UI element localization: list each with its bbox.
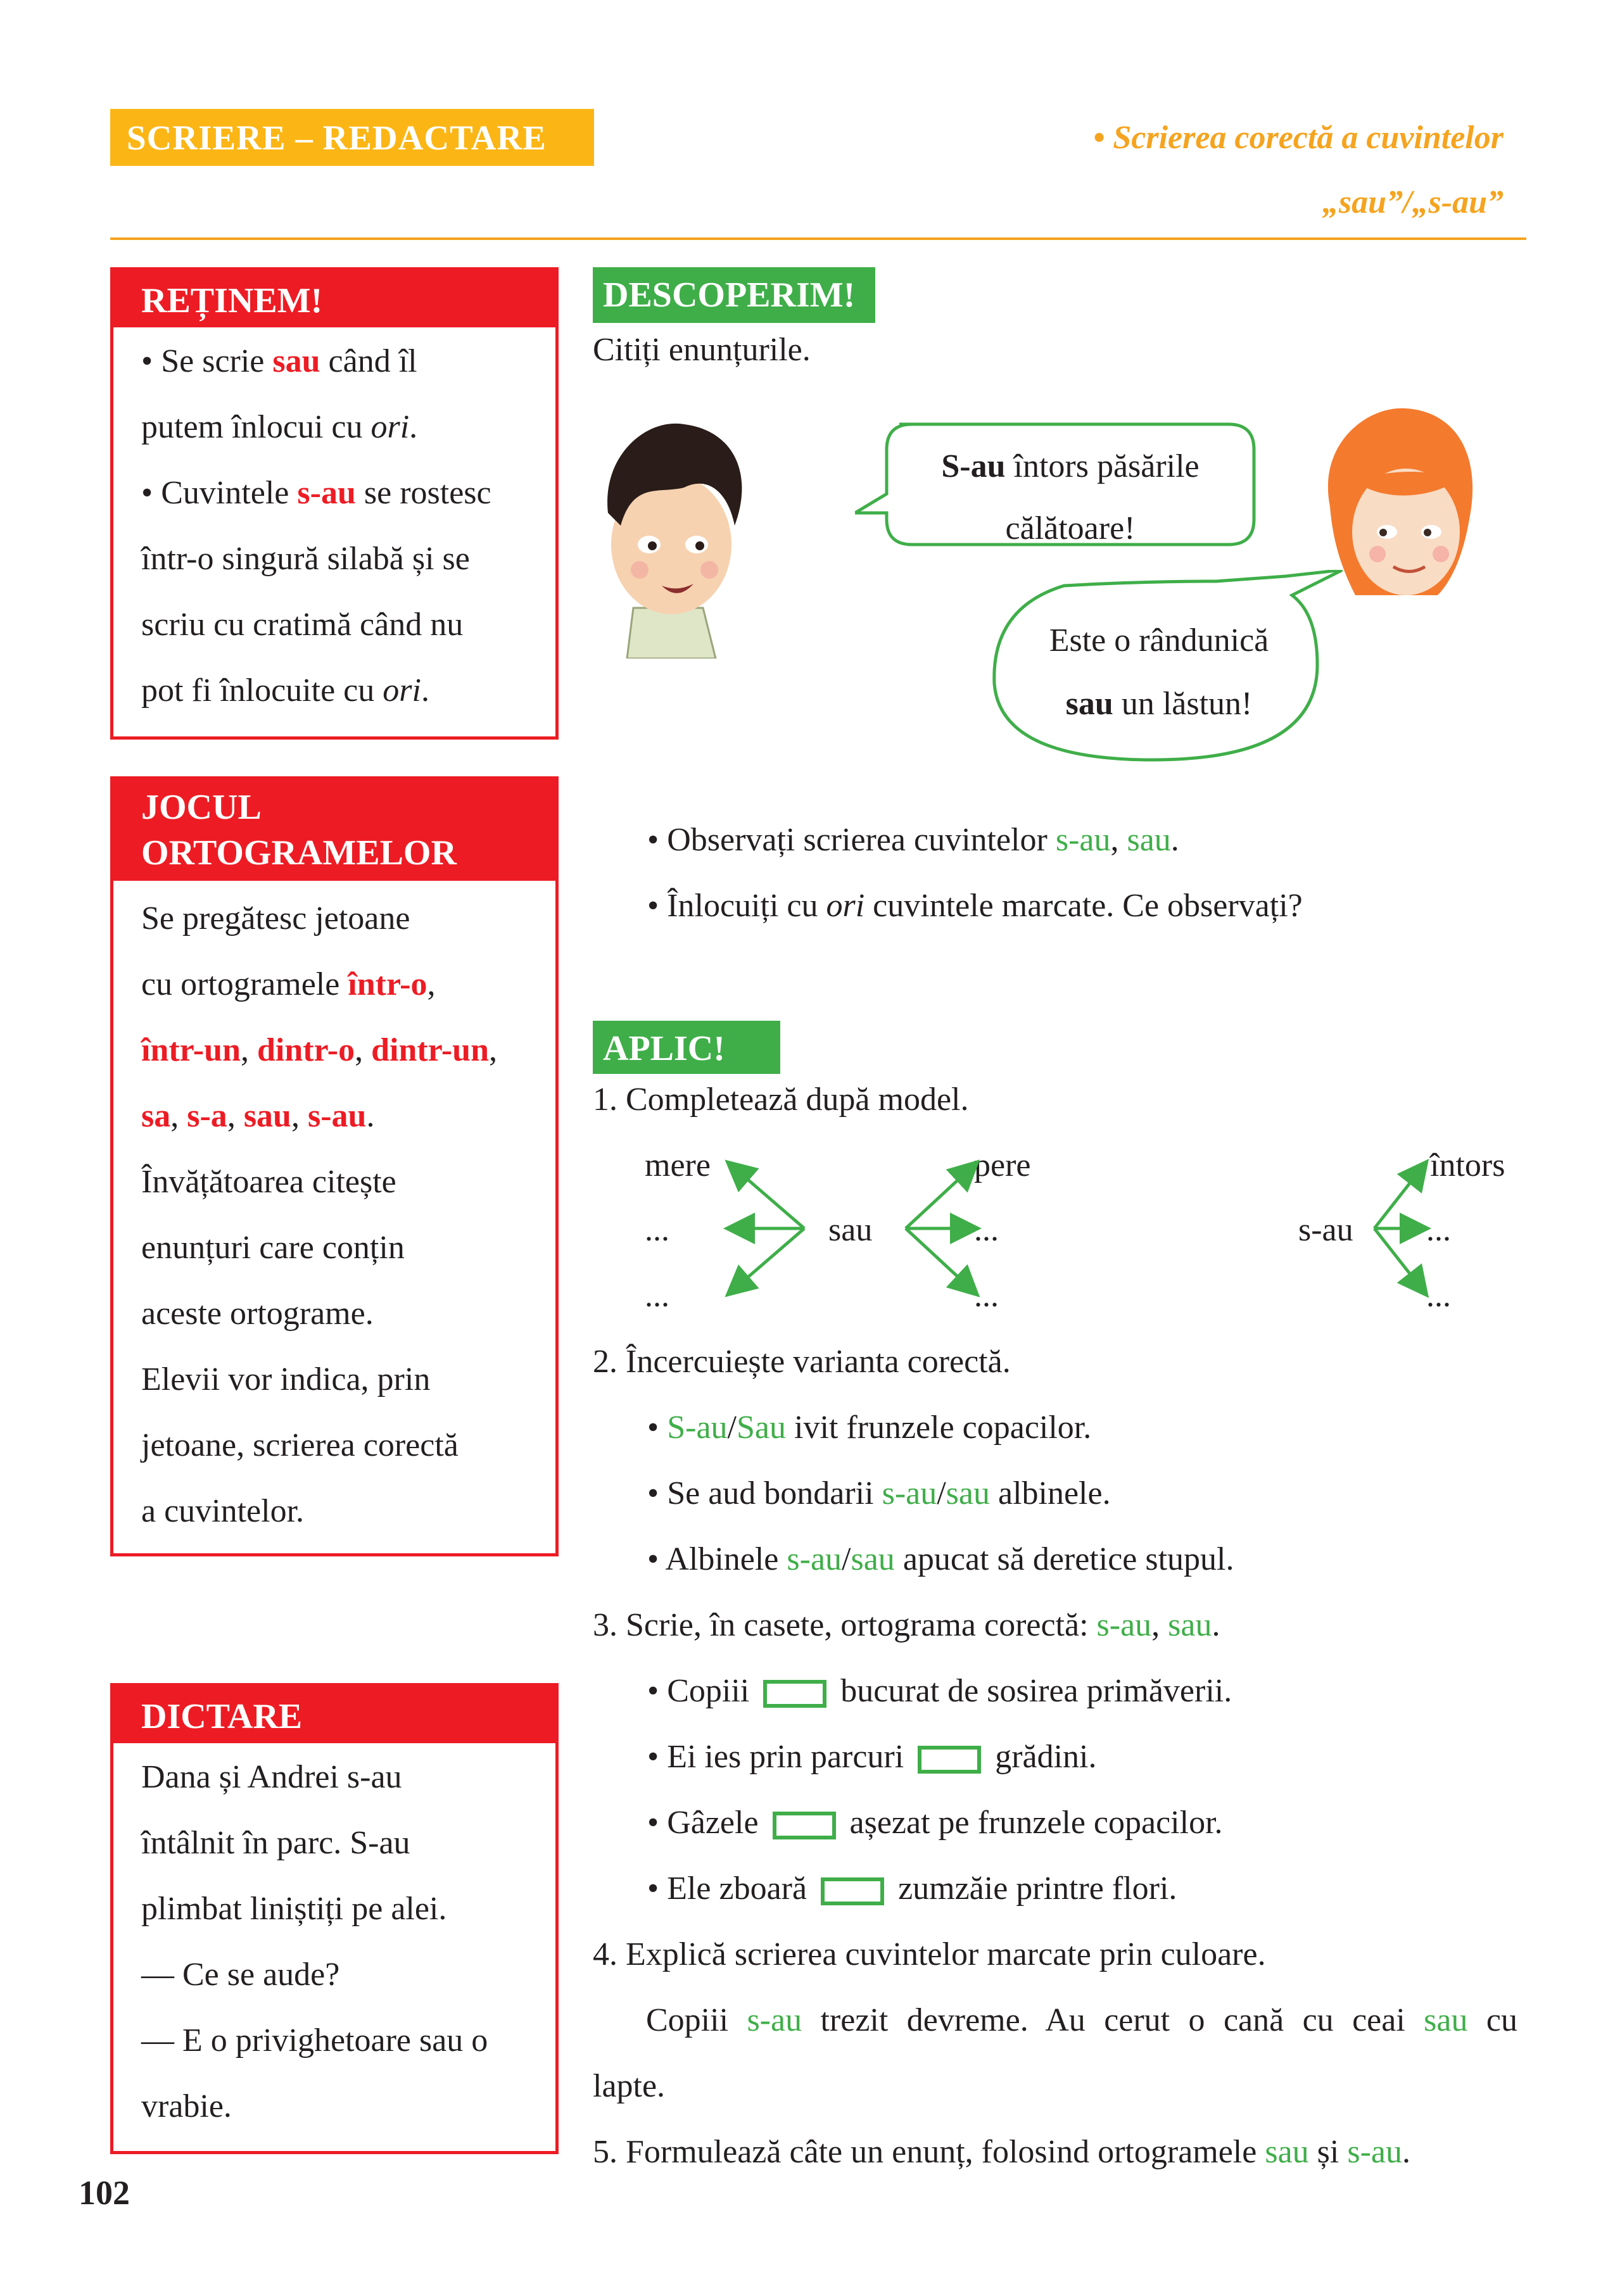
- page-number: 102: [79, 2174, 130, 2212]
- answer-box-4[interactable]: [821, 1877, 884, 1905]
- diagram-arrows: [722, 1152, 1469, 1317]
- exercise-2-item-3: • Albinele s-au/sau apucat să deretice stupul.: [647, 1541, 1234, 1577]
- diagram-mere: mere: [645, 1147, 711, 1183]
- answer-box-2[interactable]: [918, 1746, 981, 1774]
- diagram-dots-3: ...: [974, 1212, 999, 1248]
- diagram-pere: pere: [974, 1147, 1031, 1183]
- speech-bubble-boy-text: S-au întors păsările călătoare!: [941, 448, 1200, 546]
- observation-1: • Observați scrierea cuvintelor s-au, sau.: [647, 822, 1179, 858]
- jocul-title: JOCUL ORTOGRAMELOR: [113, 779, 555, 881]
- exercise-4-text-line-2: lapte.: [593, 2068, 666, 2104]
- retinem-title: REȚINEM!: [113, 270, 555, 327]
- exercise-2-item-2: • Se aud bondarii s-au/sau albinele.: [647, 1475, 1111, 1511]
- exercise-2: 2. Încercuiește varianta corectă.: [593, 1344, 1011, 1380]
- diagram-s-au: s-au: [1298, 1212, 1353, 1248]
- exercise-3-item-3: • Gâzele așezat pe frunzele copacilor.: [647, 1805, 1223, 1841]
- jocul-ortogramelor-box: [110, 776, 559, 1556]
- boy-illustration: [589, 418, 754, 659]
- diagram-dots-4: ...: [974, 1278, 999, 1314]
- retinem-box: [110, 267, 559, 740]
- section-label-tag: [110, 109, 594, 166]
- dictare-box: [110, 1683, 559, 2154]
- topic-title-line-1: • Scrierea corectă a cuvintelor: [1093, 120, 1504, 156]
- dictare-title: DICTARE: [113, 1686, 555, 1743]
- diagram-intors: întors: [1430, 1147, 1505, 1183]
- diagram-dots-1: ...: [645, 1212, 669, 1248]
- exercise-3-item-2: • Ei ies prin parcuri grădini.: [647, 1739, 1097, 1775]
- diagram-dots-6: ...: [1426, 1278, 1451, 1314]
- aplic-tag: APLIC!: [593, 1021, 780, 1074]
- answer-box-1[interactable]: [763, 1680, 826, 1708]
- observation-2: • Înlocuiți cu ori cuvintele marcate. Ce observați?: [647, 888, 1303, 924]
- section-label: SCRIERE – REDACTARE: [127, 118, 547, 157]
- speech-bubble-girl-text: Este o rândunică sau un lăstun!: [1049, 622, 1269, 722]
- descoperim-tag: DESCOPERIM!: [593, 267, 875, 323]
- jocul-body: Se pregătesc jetoane cu ortogramele într-o, într-un, dintr-o, dintr-un, sa, s-a, sau, s-au. Învățătoarea citește enunțuri care conțin aceste ortograme. Elevii vor indica, prin jetoane, scrierea corectă a cuvintelor.: [141, 900, 497, 1529]
- descoperim-instruction: Citiți enunțurile.: [593, 332, 811, 368]
- exercise-2-item-1: • S-au/Sau ivit frunzele copacilor.: [647, 1410, 1092, 1446]
- exercise-4: 4. Explică scrierea cuvintelor marcate prin culoare.: [593, 1936, 1266, 1972]
- exercise-4-text-line-1: Copiii s-au trezit devreme. Au cerut o cană cu ceai sau cu: [646, 2002, 1517, 2038]
- retinem-body: • Se scrie sau când îl putem înlocui cu ori. • Cuvintele s-au se rostesc într-o singură silabă și se scriu cu cratimă când nu pot fi înlocuite cu ori.: [141, 343, 491, 709]
- topic-title-line-2: „sau”/„s-au”: [1322, 184, 1504, 220]
- diagram-dots-5: ...: [1426, 1212, 1451, 1248]
- exercise-3-item-1: • Copiii bucurat de sosirea primăverii.: [647, 1673, 1232, 1709]
- exercise-3-item-4: • Ele zboară zumzăie printre flori.: [647, 1870, 1177, 1907]
- dictare-body: Dana și Andrei s-au întâlnit în parc. S-au plimbat liniștiți pe alei. — Ce se aude? — E o privighetoare sau o vrabie.: [141, 1759, 488, 2124]
- answer-box-3[interactable]: [773, 1812, 836, 1839]
- diagram-sau: sau: [828, 1212, 873, 1248]
- header-divider: [110, 237, 1526, 240]
- exercise-5: 5. Formulează câte un enunț, folosind ortogramele sau și s-au.: [593, 2134, 1410, 2170]
- diagram-dots-2: ...: [645, 1278, 669, 1314]
- exercise-3: 3. Scrie, în casete, ortograma corectă: s-au, sau.: [593, 1607, 1220, 1643]
- exercise-1: 1. Completează după model.: [593, 1082, 969, 1118]
